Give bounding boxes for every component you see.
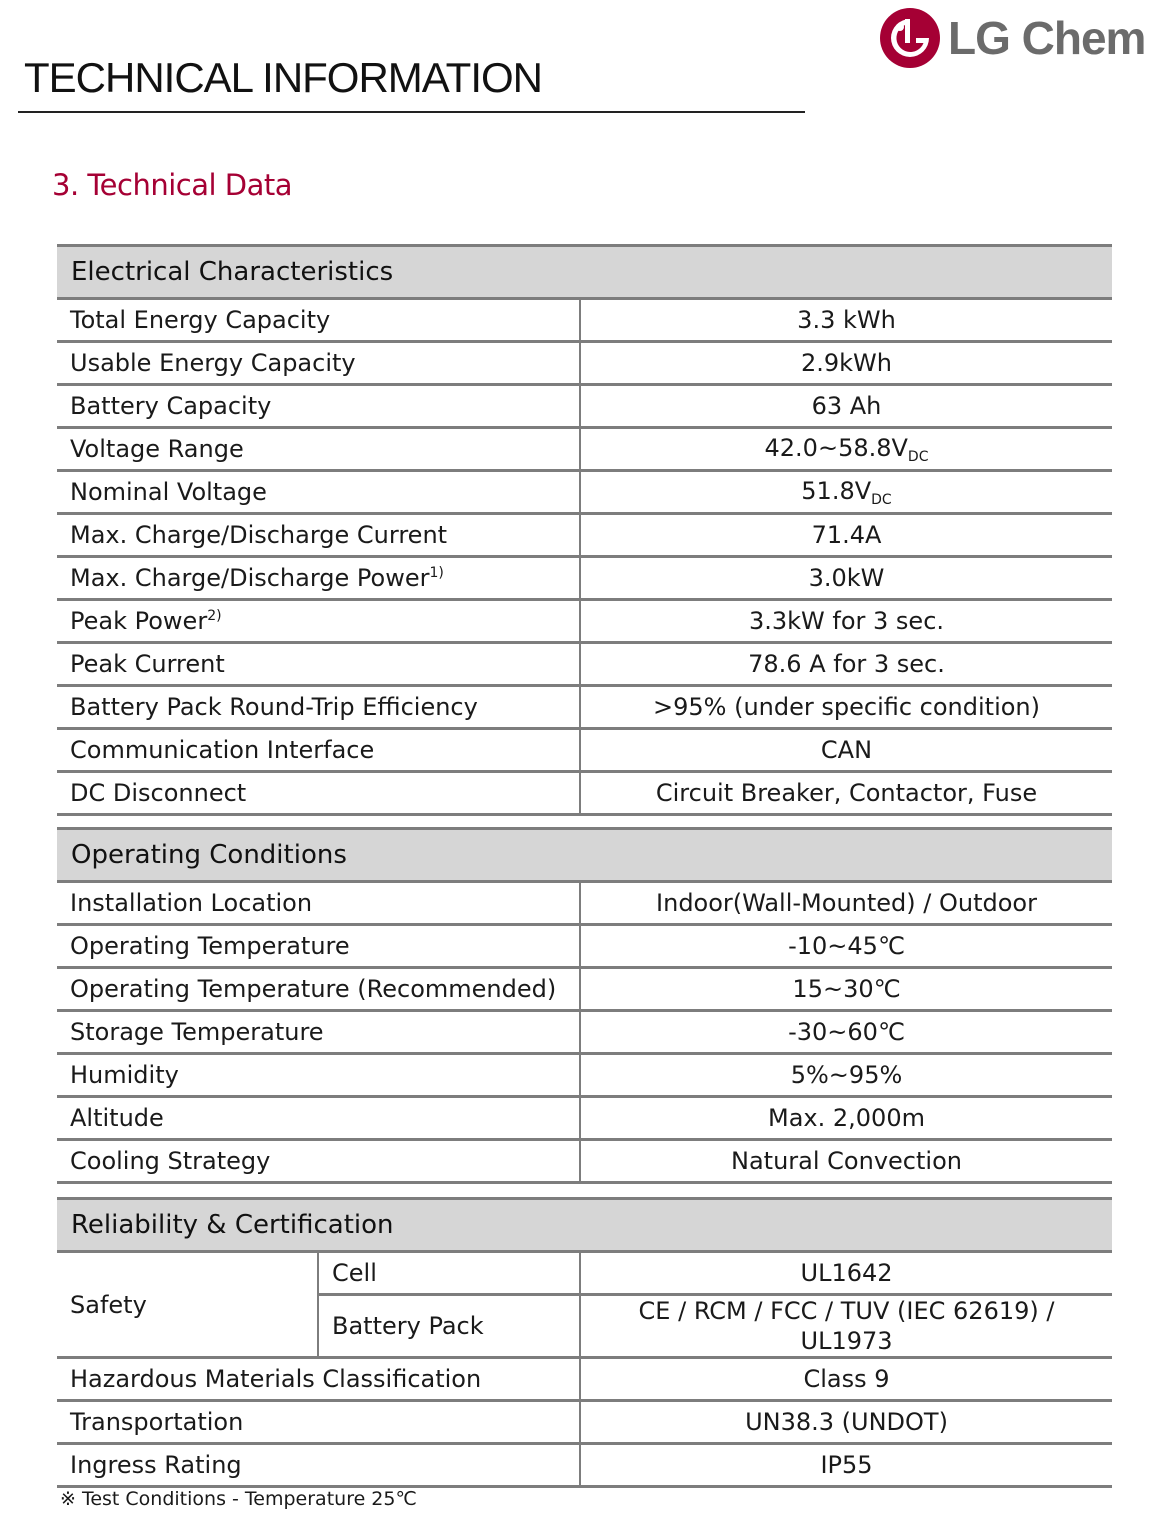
table-row: [57, 385, 1112, 428]
row-label: [57, 557, 580, 600]
row-value: UN38.3 (UNDOT): [580, 1401, 1112, 1444]
label-text: Max. Charge/Discharge Power: [70, 564, 430, 592]
section-title: 3. Technical Data: [52, 168, 293, 202]
table-group-header: Reliability & Certification: [57, 1199, 1112, 1252]
row-label: Voltage Range: [57, 428, 580, 471]
page-title: TECHNICAL INFORMATION: [24, 54, 543, 101]
row-label: Peak Current: [57, 643, 580, 686]
operating-conditions-table: [57, 827, 1112, 1184]
brand-name: LG Chem: [948, 12, 1146, 64]
row-value: 15~30℃: [580, 968, 1112, 1011]
row-value: 78.6 A for 3 sec.: [580, 643, 1112, 686]
table-row: [57, 686, 1112, 729]
table-row: [57, 925, 1112, 968]
table-row: [57, 299, 1112, 342]
battery-pack-label: Battery Pack: [318, 1295, 580, 1358]
row-value: -30~60℃: [580, 1011, 1112, 1054]
row-label: Battery Capacity: [57, 385, 580, 428]
reliability-certification-table: [57, 1197, 1112, 1488]
row-value: CAN: [580, 729, 1112, 772]
table-row: [57, 1444, 1112, 1487]
table-row: [57, 643, 1112, 686]
table-row: [57, 968, 1112, 1011]
lg-face-icon: [878, 6, 942, 70]
table-row: [57, 1252, 1112, 1295]
row-value: 3.3kW for 3 sec.: [580, 600, 1112, 643]
footnote-marker: 2): [207, 608, 222, 624]
row-value: Indoor(Wall-Mounted) / Outdoor: [580, 882, 1112, 925]
table-row: [57, 1054, 1112, 1097]
row-value: Circuit Breaker, Contactor, Fuse: [580, 772, 1112, 815]
row-value: >95% (under specific condition): [580, 686, 1112, 729]
row-value: 2.9kWh: [580, 342, 1112, 385]
table-row: [57, 1358, 1112, 1401]
table-row: [57, 1140, 1112, 1183]
row-value: 3.0kW: [580, 557, 1112, 600]
row-value: 71.4A: [580, 514, 1112, 557]
table-row: [57, 882, 1112, 925]
cell-value: UL1642: [580, 1252, 1112, 1295]
value-subscript: DC: [907, 448, 929, 465]
table-row: [57, 514, 1112, 557]
row-label: Hazardous Materials Classification: [57, 1358, 580, 1401]
value-subscript: DC: [871, 491, 892, 508]
title-rule: [18, 111, 805, 113]
footnote-marker: 1): [429, 565, 444, 581]
test-conditions-note: ※ Test Conditions - Temperature 25℃: [60, 1488, 417, 1510]
row-label: Cooling Strategy: [57, 1140, 580, 1183]
row-value: Class 9: [580, 1358, 1112, 1401]
table-row: [57, 557, 1112, 600]
table-row: [57, 772, 1112, 815]
table-row: [57, 342, 1112, 385]
row-value: Max. 2,000m: [580, 1097, 1112, 1140]
row-label: Storage Temperature: [57, 1011, 580, 1054]
battery-pack-value: CE / RCM / FCC / TUV (IEC 62619) / UL1973: [580, 1295, 1112, 1358]
row-label: Operating Temperature: [57, 925, 580, 968]
lg-chem-logo: [878, 6, 1175, 70]
row-label: Humidity: [57, 1054, 580, 1097]
row-value: 5%~95%: [580, 1054, 1112, 1097]
row-label: DC Disconnect: [57, 772, 580, 815]
row-value: [580, 471, 1112, 514]
table-row: [57, 1401, 1112, 1444]
table-row: [57, 1097, 1112, 1140]
label-text: Peak Power: [70, 607, 208, 635]
row-label: Battery Pack Round-Trip Efficiency: [57, 686, 580, 729]
cell-label: Cell: [318, 1252, 580, 1295]
row-label: Ingress Rating: [57, 1444, 580, 1487]
table-group-header: Operating Conditions: [57, 829, 1112, 882]
row-value: Natural Convection: [580, 1140, 1112, 1183]
value-text: 51.8V: [801, 476, 872, 505]
electrical-characteristics-table: [57, 244, 1112, 816]
row-label: Communication Interface: [57, 729, 580, 772]
row-value: 3.3 kWh: [580, 299, 1112, 342]
safety-label: Safety: [57, 1252, 318, 1358]
value-text: 42.0~58.8V: [764, 433, 908, 462]
table-group-header: Electrical Characteristics: [57, 246, 1112, 299]
table-row: [57, 471, 1112, 514]
row-value: 63 Ah: [580, 385, 1112, 428]
table-row: [57, 428, 1112, 471]
row-label: Transportation: [57, 1401, 580, 1444]
table-row: [57, 1011, 1112, 1054]
row-label: Usable Energy Capacity: [57, 342, 580, 385]
row-value: [580, 428, 1112, 471]
row-label: [57, 600, 580, 643]
row-label: Total Energy Capacity: [57, 299, 580, 342]
row-value: -10~45℃: [580, 925, 1112, 968]
table-row: [57, 729, 1112, 772]
row-label: Installation Location: [57, 882, 580, 925]
table-row: [57, 600, 1112, 643]
row-label: Altitude: [57, 1097, 580, 1140]
row-label: Max. Charge/Discharge Current: [57, 514, 580, 557]
row-label: Nominal Voltage: [57, 471, 580, 514]
row-value: IP55: [580, 1444, 1112, 1487]
row-label: Operating Temperature (Recommended): [57, 968, 580, 1011]
